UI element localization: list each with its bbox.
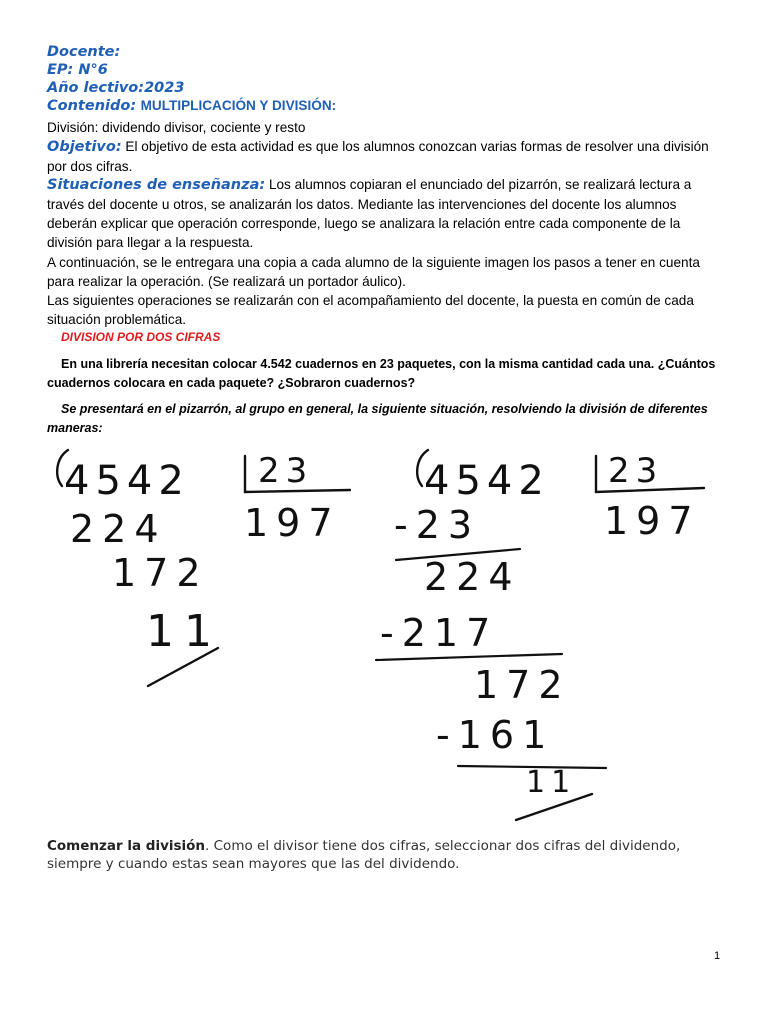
left-divisor: 23: [258, 451, 314, 491]
siguientes-paragraph: Las siguientes operaciones se realizarán con el acompañamiento del docente, la puesta en común de cada situación problemática.: [47, 293, 694, 327]
ep-label: EP: N°6: [47, 62, 108, 78]
division-components-line: División: dividendo divisor, cociente y resto: [47, 120, 306, 135]
situaciones-label: Situaciones de enseñanza:: [47, 177, 266, 193]
problem-statement: En una librería necesitan colocar 4.542 cuadernos en 23 paquetes, con la misma cantidad cada una. ¿Cuántos cuadernos colocara en cada paquete? ¿Sobraron cuadernos?: [47, 357, 716, 390]
right-step-subtract-2: -217: [380, 611, 499, 655]
section-title: DIVISION POR DOS CIFRAS: [61, 330, 221, 344]
objetivo-text: El objetivo de esta actividad es que los alumnos conozcan varias formas de resolver una división por dos cifras.: [47, 139, 709, 174]
objetivo-label: Objetivo:: [47, 139, 122, 155]
comenzar-label: Comenzar la división: [47, 838, 206, 854]
contenido-label: Contenido:: [47, 98, 137, 114]
right-divisor: 23: [608, 451, 664, 491]
left-step-1: 224: [70, 507, 167, 551]
right-step-partial-1: 224: [424, 555, 521, 599]
page-number: 1: [714, 950, 721, 962]
right-remainder: 11: [526, 765, 577, 800]
left-remainder: 11: [146, 606, 222, 657]
comenzar-paragraph: [47, 837, 727, 873]
docente-label: Docente:: [47, 44, 121, 60]
left-step-2: 172: [112, 551, 209, 595]
left-dividend: 4542: [64, 458, 190, 504]
right-step-subtract-3: -161: [436, 713, 555, 757]
left-division-drawing: [40, 438, 370, 698]
comenzar-text: . Como el divisor tiene dos cifras, seleccionar dos cifras del dividendo, siempre y cuando estas sean mayores que las del dividendo.: [47, 838, 681, 872]
right-dividend: 4542: [424, 458, 550, 504]
contenido-line: [47, 97, 336, 115]
anio-lectivo-label: Año lectivo:2023: [47, 80, 185, 96]
right-quotient: 197: [604, 499, 701, 543]
right-step-subtract-1: -23: [394, 503, 481, 547]
continuacion-paragraph: A continuación, se le entregara una copia a cada alumno de la siguiente imagen los pasos a tener en cuenta para realizar la operación. (Se realizará un portador áulico).: [47, 255, 700, 289]
situaciones-text: Los alumnos copiaran el enunciado del pizarrón, se realizará lectura a través del docente u otros, se analizarán los datos. Mediante las intervenciones del docente los alumnos deberán explicar que operación corresponde, luego se analizara la relación entre cada componente de la división para llegar a la respuesta.: [47, 177, 692, 250]
right-step-partial-2: 172: [474, 663, 571, 707]
presentara-statement: Se presentará en el pizarrón, al grupo en general, la siguiente situación, resolviendo la división de diferentes maneras:: [47, 402, 708, 435]
objetivo-paragraph: [47, 137, 727, 176]
contenido-value: MULTIPLICACIÓN Y DIVISIÓN:: [140, 98, 337, 113]
situaciones-paragraph: [47, 175, 727, 252]
right-division-drawing: [370, 438, 720, 828]
left-quotient: 197: [244, 501, 341, 545]
